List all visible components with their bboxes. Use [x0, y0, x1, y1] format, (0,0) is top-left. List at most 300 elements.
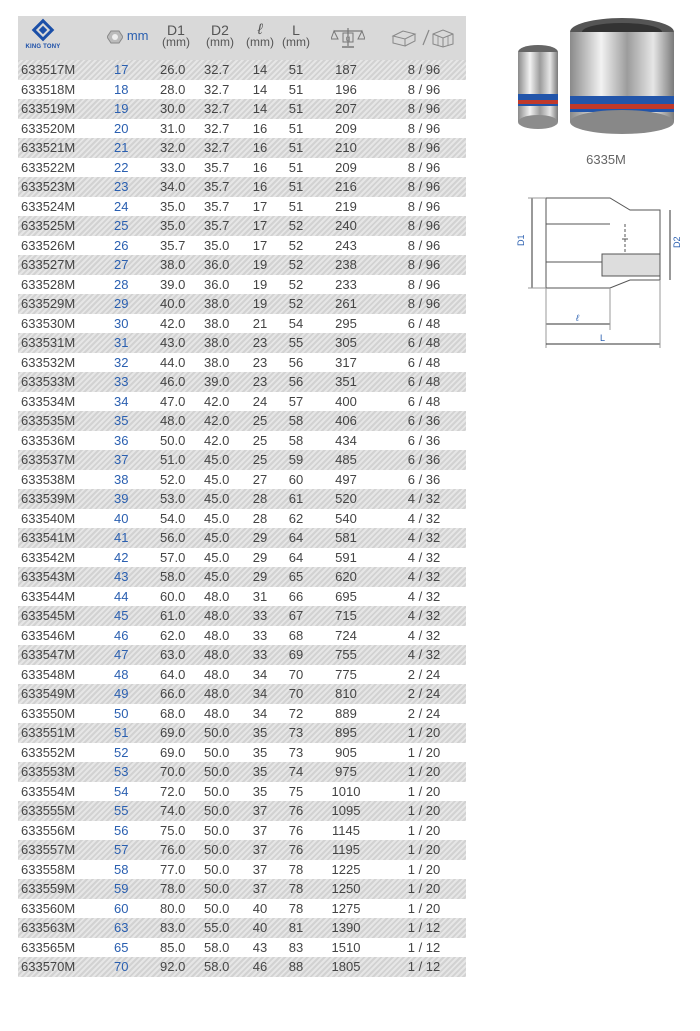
size-mm: 28	[114, 276, 129, 292]
packaging-value: 4 / 32	[407, 608, 441, 624]
l-small-value: 37	[252, 861, 268, 877]
d2-value: 35.7	[204, 179, 230, 195]
packaging-value: 1 / 20	[407, 842, 441, 858]
l-small-value: 28	[252, 491, 268, 507]
table-row	[18, 119, 466, 139]
d1-value: 69.0	[160, 725, 186, 741]
part-number: 633552M	[21, 744, 76, 760]
size-mm: 26	[114, 237, 129, 253]
d1-value: 92.0	[160, 959, 186, 975]
packaging-value: 8 / 96	[407, 62, 441, 78]
part-number: 633521M	[21, 140, 76, 156]
d2-value: 50.0	[204, 725, 230, 741]
d1-value: 26.0	[160, 62, 186, 78]
l-small-value: 35	[252, 744, 268, 760]
part-number: 633531M	[21, 335, 76, 351]
size-mm: 22	[114, 159, 129, 175]
table-row	[18, 99, 466, 119]
packaging-value: 1 / 20	[407, 822, 441, 838]
header-l-large-unit: (mm)	[282, 35, 310, 49]
d2-value: 48.0	[204, 608, 230, 624]
brand-logo	[22, 22, 64, 50]
d1-value: 35.7	[160, 237, 186, 253]
part-number: 633553M	[21, 764, 76, 780]
part-number: 633551M	[21, 725, 76, 741]
header-weight	[328, 26, 368, 52]
weight-value: 1195	[332, 842, 360, 858]
table-row	[18, 80, 466, 100]
l-small-value: 25	[252, 413, 268, 429]
d2-value: 45.0	[204, 491, 230, 507]
size-mm: 21	[114, 140, 129, 156]
table-row	[18, 411, 466, 431]
l-large-value: 73	[288, 744, 304, 760]
table-row	[18, 723, 466, 743]
size-mm: 56	[114, 822, 129, 838]
l-large-value: 56	[288, 354, 304, 370]
weight-value: 591	[335, 549, 357, 565]
l-large-value: 52	[288, 237, 304, 253]
d1-value: 48.0	[160, 413, 186, 429]
d1-value: 68.0	[160, 705, 186, 721]
product-photo	[510, 12, 680, 142]
d1-value: 62.0	[160, 627, 186, 643]
l-small-value: 29	[252, 530, 268, 546]
header-d1-label: D1	[167, 22, 185, 38]
l-large-value: 56	[288, 374, 304, 390]
table-row	[18, 509, 466, 529]
part-number: 633524M	[21, 198, 76, 214]
packaging-value: 8 / 96	[407, 81, 441, 97]
l-large-value: 54	[288, 315, 304, 331]
packaging-value: 1 / 20	[407, 744, 441, 760]
d1-value: 53.0	[160, 491, 186, 507]
l-small-value: 34	[252, 705, 268, 721]
d2-value: 58.0	[204, 939, 230, 955]
l-large-value: 64	[288, 549, 304, 565]
l-small-value: 37	[252, 803, 268, 819]
part-number: 633541M	[21, 530, 76, 546]
product-model-label: 6335M	[586, 152, 626, 167]
part-number: 633546M	[21, 627, 76, 643]
d1-value: 39.0	[160, 276, 186, 292]
packaging-value: 6 / 48	[407, 335, 441, 351]
d2-value: 45.0	[204, 452, 230, 468]
l-large-value: 51	[288, 140, 304, 156]
part-number: 633529M	[21, 296, 76, 312]
l-large-value: 60	[288, 471, 304, 487]
size-mm: 17	[114, 62, 129, 78]
l-small-value: 19	[252, 257, 268, 273]
size-mm: 39	[114, 491, 129, 507]
d2-value: 45.0	[204, 510, 230, 526]
spec-table	[18, 16, 466, 977]
size-mm: 54	[114, 783, 129, 799]
l-small-value: 14	[252, 101, 268, 117]
table-row	[18, 704, 466, 724]
table-row	[18, 918, 466, 938]
l-large-value: 51	[288, 159, 304, 175]
weight-value: 305	[335, 335, 357, 351]
l-small-value: 17	[252, 237, 268, 253]
d2-value: 50.0	[204, 881, 230, 897]
part-number: 633517M	[21, 62, 76, 78]
d2-value: 58.0	[204, 959, 230, 975]
l-large-value: 52	[288, 296, 304, 312]
size-mm: 59	[114, 881, 129, 897]
l-small-value: 14	[252, 81, 268, 97]
d1-value: 66.0	[160, 686, 186, 702]
table-row	[18, 294, 466, 314]
part-number: 633565M	[21, 939, 76, 955]
table-row	[18, 353, 466, 373]
table-row	[18, 528, 466, 548]
l-large-value: 75	[288, 783, 304, 799]
part-number: 633533M	[21, 374, 76, 390]
size-mm: 35	[114, 413, 129, 429]
l-small-value: 19	[252, 276, 268, 292]
l-large-value: 51	[288, 101, 304, 117]
l-large-value: 57	[288, 393, 304, 409]
table-header	[18, 16, 466, 60]
l-small-value: 40	[252, 920, 268, 936]
size-mm: 25	[114, 218, 129, 234]
part-number: 633548M	[21, 666, 76, 682]
part-number: 633527M	[21, 257, 76, 273]
d1-value: 76.0	[160, 842, 186, 858]
size-mm: 45	[114, 608, 129, 624]
l-small-value: 35	[252, 725, 268, 741]
part-number: 633525M	[21, 218, 76, 234]
l-small-value: 16	[252, 179, 268, 195]
d2-value: 50.0	[204, 861, 230, 877]
d1-value: 85.0	[160, 939, 186, 955]
d2-value: 45.0	[204, 530, 230, 546]
weight-value: 1095	[331, 803, 361, 819]
table-row	[18, 138, 466, 158]
l-small-value: 23	[252, 335, 268, 351]
packaging-value: 6 / 36	[407, 413, 441, 429]
packaging-value: 4 / 32	[407, 647, 441, 663]
d2-value: 50.0	[204, 803, 230, 819]
l-small-value: 17	[252, 198, 268, 214]
size-mm: 58	[114, 861, 129, 877]
size-mm: 44	[114, 588, 129, 604]
table-row	[18, 879, 466, 899]
table-row	[18, 158, 466, 178]
d2-value: 39.0	[204, 374, 230, 390]
l-small-value: 35	[252, 764, 268, 780]
part-number: 633560M	[21, 900, 76, 916]
weight-value: 810	[335, 686, 357, 702]
svg-text:g: g	[345, 34, 351, 43]
size-mm: 36	[114, 432, 129, 448]
d1-value: 44.0	[160, 354, 186, 370]
table-body	[18, 60, 466, 977]
weight-value: 581	[335, 530, 357, 546]
size-mm: 37	[114, 452, 129, 468]
l-large-value: 51	[288, 62, 304, 78]
weight-value: 724	[335, 627, 357, 643]
part-number: 633537M	[21, 452, 76, 468]
packaging-value: 4 / 32	[407, 491, 441, 507]
part-number: 633528M	[21, 276, 76, 292]
hexagon-icon	[107, 30, 123, 44]
diagram-l-small-label: ℓ	[576, 313, 579, 323]
part-number: 633543M	[21, 569, 76, 585]
table-row	[18, 470, 466, 490]
size-mm: 34	[114, 393, 129, 409]
d2-value: 48.0	[204, 705, 230, 721]
diagram-l-large-label: L	[600, 333, 606, 343]
d1-value: 60.0	[160, 588, 186, 604]
packaging-value: 1 / 20	[407, 783, 441, 799]
d1-value: 54.0	[160, 510, 186, 526]
d1-value: 75.0	[160, 822, 186, 838]
table-row	[18, 60, 466, 80]
packaging-value: 4 / 32	[407, 569, 441, 585]
l-large-value: 72	[288, 705, 304, 721]
part-number: 633535M	[21, 413, 76, 429]
l-large-value: 51	[288, 120, 304, 136]
table-row	[18, 567, 466, 587]
d2-value: 32.7	[204, 140, 230, 156]
packaging-value: 6 / 36	[407, 432, 441, 448]
packaging-value: 4 / 32	[407, 627, 441, 643]
part-number: 633526M	[21, 237, 76, 253]
d2-value: 38.0	[204, 335, 230, 351]
l-large-value: 52	[288, 257, 304, 273]
size-mm: 55	[114, 803, 129, 819]
table-row	[18, 236, 466, 256]
d1-value: 38.0	[160, 257, 186, 273]
d2-value: 38.0	[204, 354, 230, 370]
d1-value: 57.0	[160, 549, 186, 565]
size-mm: 65	[114, 939, 129, 955]
weight-value: 620	[335, 569, 357, 585]
weight-value: 715	[335, 608, 357, 624]
weight-value: 238	[335, 257, 357, 273]
size-mm: 27	[114, 257, 129, 273]
d1-value: 47.0	[160, 393, 186, 409]
weight-value: 400	[335, 393, 357, 409]
d2-value: 45.0	[204, 471, 230, 487]
d1-value: 52.0	[160, 471, 186, 487]
d2-value: 32.7	[204, 62, 230, 78]
size-mm: 18	[114, 81, 129, 97]
part-number: 633570M	[21, 959, 76, 975]
size-mm: 57	[114, 842, 129, 858]
part-number: 633542M	[21, 549, 76, 565]
weight-value: 775	[335, 666, 357, 682]
packaging-value: 8 / 96	[407, 140, 441, 156]
d1-value: 35.0	[160, 218, 186, 234]
table-row	[18, 548, 466, 568]
size-mm: 38	[114, 471, 129, 487]
d2-value: 35.7	[204, 218, 230, 234]
header-d1	[156, 24, 196, 48]
d1-value: 33.0	[160, 159, 186, 175]
size-mm: 53	[114, 764, 129, 780]
l-small-value: 16	[252, 140, 268, 156]
packaging-value: 8 / 96	[407, 218, 441, 234]
l-large-value: 51	[288, 179, 304, 195]
packaging-value: 1 / 12	[407, 959, 441, 975]
size-mm: 70	[114, 959, 129, 975]
table-row	[18, 626, 466, 646]
packaging-value: 6 / 36	[407, 471, 441, 487]
table-row	[18, 372, 466, 392]
header-packaging	[388, 28, 458, 50]
l-large-value: 66	[288, 588, 304, 604]
l-small-value: 25	[252, 432, 268, 448]
d2-value: 45.0	[204, 549, 230, 565]
size-mm: 52	[114, 744, 129, 760]
d2-value: 36.0	[204, 276, 230, 292]
weight-value: 485	[335, 452, 357, 468]
packaging-value: 4 / 32	[407, 530, 441, 546]
d1-value: 40.0	[160, 296, 186, 312]
d1-value: 74.0	[160, 803, 186, 819]
l-small-value: 28	[252, 510, 268, 526]
d1-value: 61.0	[160, 608, 186, 624]
l-large-value: 61	[288, 491, 304, 507]
table-row	[18, 938, 466, 958]
header-l-large-label: L	[292, 22, 300, 38]
part-number: 633534M	[21, 393, 76, 409]
scale-weight-icon	[331, 26, 365, 50]
weight-value: 755	[335, 647, 357, 663]
table-row	[18, 821, 466, 841]
part-number: 633547M	[21, 647, 76, 663]
part-number: 633559M	[21, 881, 76, 897]
d1-value: 83.0	[160, 920, 186, 936]
l-large-value: 74	[288, 764, 304, 780]
d2-value: 38.0	[204, 296, 230, 312]
l-small-value: 31	[252, 588, 268, 604]
d2-value: 48.0	[204, 666, 230, 682]
table-row	[18, 840, 466, 860]
l-large-value: 73	[288, 725, 304, 741]
size-mm: 47	[114, 647, 129, 663]
d1-value: 78.0	[160, 881, 186, 897]
d2-value: 48.0	[204, 627, 230, 643]
weight-value: 261	[335, 296, 357, 312]
d1-value: 64.0	[160, 666, 186, 682]
weight-value: 209	[335, 120, 357, 136]
l-small-value: 25	[252, 452, 268, 468]
packaging-value: 8 / 96	[407, 257, 441, 273]
packaging-value: 8 / 96	[407, 296, 441, 312]
weight-value: 905	[335, 744, 357, 760]
d1-value: 58.0	[160, 569, 186, 585]
weight-value: 695	[335, 588, 357, 604]
weight-value: 1225	[331, 861, 361, 877]
weight-value: 295	[335, 315, 357, 331]
d2-value: 55.0	[204, 920, 230, 936]
d1-value: 80.0	[160, 900, 186, 916]
part-number: 633558M	[21, 861, 76, 877]
l-small-value: 14	[252, 62, 268, 78]
weight-value: 1510	[331, 939, 361, 955]
d2-value: 36.0	[204, 257, 230, 273]
size-mm: 30	[114, 315, 129, 331]
packaging-value: 2 / 24	[407, 666, 441, 682]
part-number: 633549M	[21, 686, 76, 702]
l-large-value: 76	[288, 842, 304, 858]
weight-value: 434	[335, 432, 357, 448]
d1-value: 46.0	[160, 374, 186, 390]
diagram-d2-label: D2	[672, 236, 682, 248]
d2-value: 50.0	[204, 744, 230, 760]
d2-value: 45.0	[204, 569, 230, 585]
size-mm: 41	[114, 530, 129, 546]
d2-value: 42.0	[204, 432, 230, 448]
header-d2-unit: (mm)	[206, 35, 234, 49]
d2-value: 32.7	[204, 81, 230, 97]
table-row	[18, 177, 466, 197]
l-large-value: 55	[288, 335, 304, 351]
header-l-large	[276, 24, 316, 48]
header-mm-label: mm	[126, 28, 149, 44]
d1-value: 43.0	[160, 335, 186, 351]
size-mm: 33	[114, 374, 129, 390]
weight-value: 1250	[331, 881, 361, 897]
l-small-value: 21	[252, 315, 268, 331]
part-number: 633540M	[21, 510, 76, 526]
packaging-value: 4 / 32	[407, 510, 441, 526]
table-row	[18, 743, 466, 763]
l-large-value: 58	[288, 432, 304, 448]
weight-value: 889	[335, 705, 357, 721]
part-number: 633563M	[21, 920, 76, 936]
l-small-value: 34	[252, 686, 268, 702]
weight-value: 210	[335, 140, 357, 156]
l-small-value: 17	[252, 218, 268, 234]
size-mm: 49	[114, 686, 129, 702]
packaging-value: 8 / 96	[407, 237, 441, 253]
size-mm: 63	[114, 920, 129, 936]
packaging-value: 6 / 48	[407, 315, 441, 331]
l-large-value: 64	[288, 530, 304, 546]
l-large-value: 67	[288, 608, 304, 624]
l-large-value: 76	[288, 803, 304, 819]
l-large-value: 52	[288, 218, 304, 234]
packaging-value: 8 / 96	[407, 101, 441, 117]
l-large-value: 51	[288, 198, 304, 214]
part-number: 633532M	[21, 354, 76, 370]
part-number: 633545M	[21, 608, 76, 624]
packaging-value: 8 / 96	[407, 120, 441, 136]
l-small-value: 23	[252, 374, 268, 390]
table-row	[18, 860, 466, 880]
part-number: 633522M	[21, 159, 76, 175]
l-large-value: 65	[288, 569, 304, 585]
packaging-value: 2 / 24	[407, 686, 441, 702]
weight-value: 219	[335, 198, 357, 214]
l-small-value: 46	[252, 959, 268, 975]
size-mm: 19	[114, 101, 129, 117]
l-large-value: 52	[288, 276, 304, 292]
table-row	[18, 216, 466, 236]
l-large-value: 59	[288, 452, 304, 468]
size-mm: 46	[114, 627, 129, 643]
table-row	[18, 255, 466, 275]
table-row	[18, 431, 466, 451]
weight-value: 1275	[331, 900, 361, 916]
l-small-value: 37	[252, 881, 268, 897]
weight-value: 1010	[331, 783, 361, 799]
